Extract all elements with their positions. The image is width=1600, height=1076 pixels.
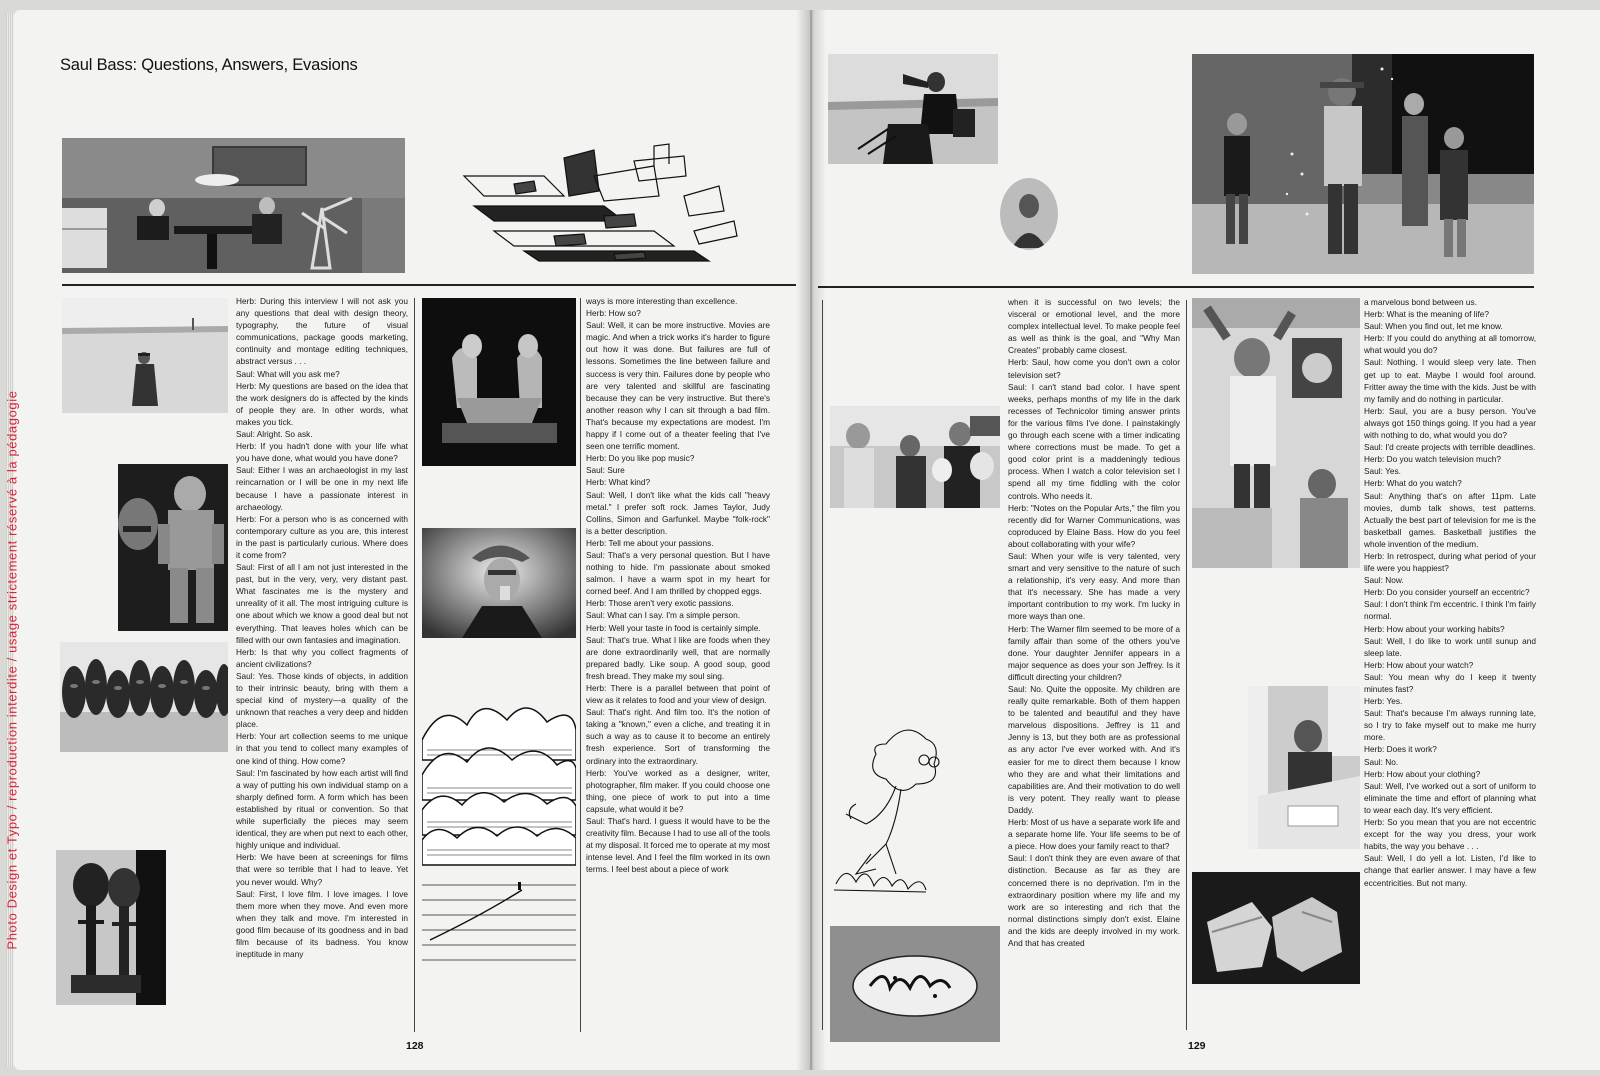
- paragraph: a marvelous bond between us.: [1364, 297, 1478, 307]
- paragraph: Herb: There is a parallel between that point of view as it relates to food and your view of design.: [586, 683, 770, 706]
- boy-portrait-oval: [1000, 178, 1058, 250]
- watermark-text: Photo Design et Typo / reproduction interdite / usage strictement réservé à la pédagogie: [4, 390, 20, 950]
- paragraph: Saul: I don't think they are even aware of that distinction. Because as far as they are concerned there is no deprivation. I'm in the extraordinary position where my life and my work are so interesting and rich that the normal distinctions simply don't exist. Elaine and the kids are deeply involved in my work. And that has created: [1008, 853, 1180, 948]
- office-photo: [62, 138, 405, 273]
- crew-photo: [830, 406, 1000, 508]
- paragraph: Saul: What will you ask me?: [236, 368, 340, 379]
- paragraph: Saul: Either I was an archaeologist in my last reincarnation or I will be one in my next life because I have a passionate interest in archaeology.: [236, 465, 408, 512]
- man-at-desk-photo: [1248, 686, 1360, 849]
- paragraph: Herb: Saul, you are a busy person. You've always got 150 things going. If you had a year with nothing to do, what would you do?: [1364, 405, 1536, 441]
- left-page: [14, 10, 810, 1070]
- paragraph: Herb: The Warner film seemed to be more of a family affair than some of the others you've done. Your daughter Jennifer appears in a major sequence as does your son Jeffrey. Is it difficult directing your children?: [1008, 623, 1180, 682]
- paragraph: Herb: Your art collection seems to me unique in that you tend to collect many examples of one kind of thing. How come?: [236, 731, 408, 766]
- paragraph: Saul: I don't think I'm eccentric. I think I'm fairly normal.: [1364, 599, 1536, 622]
- paragraph: Herb: How about your clothing?: [1364, 768, 1481, 779]
- paragraph: Saul: Well, I've worked out a sort of uniform to eliminate the time and effort of planning what to wear each day. It's very efficient.: [1364, 780, 1536, 815]
- right-page: [812, 10, 1600, 1070]
- paragraph: Herb: We have been at screenings for films that were so terrible that I had to leave. Yet you never would. Why?: [236, 852, 408, 887]
- rule-right: [818, 286, 1534, 288]
- paragraph: Herb: For a person who is as concerned with contemporary culture as you are, this interest in the past is particularly curious. Where does it come from?: [236, 513, 408, 560]
- figure-sculpture-photo: [422, 298, 576, 466]
- city-sketch: [454, 136, 744, 276]
- paragraph: when it is successful on two levels; the visceral or emotional level, and the more complex intellectual level. To make people feel as well as think is the goal, and "Why Man Creates" probably came closest.: [1008, 297, 1180, 356]
- paragraph: Saul: That's a very personal question. But I have nothing to hide. I'm passionate about smoked salmon. I have a warm spot in my heart for corned beef. And I am thrilled by chopped eggs.: [586, 549, 770, 597]
- paragraph: Herb: Does it work?: [1364, 744, 1437, 755]
- paragraph: Saul: First, I love film. I love images. I love them more when they move. And even more when they talk and move. I'm interested in good film because of its goodness and in bad film because of its badness. You know ineptitude in many: [236, 888, 408, 960]
- paragraph: Saul: First of all I am not just interested in the past, but in the very, very, very distant past. What fascinates me is the mystery and unreality of it all. The most intriguing culture is one about which we know a good deal but not everything. That leaves holes which can be filled with our own fantasies and imagination.: [236, 562, 408, 645]
- arabic-name-plate-photo: [830, 926, 1000, 1042]
- paragraph: Herb: In retrospect, during what period of your life were you happiest?: [1364, 550, 1536, 574]
- rule-left: [62, 284, 796, 286]
- paragraph: Saul: That's right. And film too. It's the notion of taking a "known," even a cliche, and treating it in such a way as to cause it to become an entirely fresh experience. Sort of transforming the ordinary into the extraordinary.: [586, 707, 770, 766]
- paragraph: Saul: Sure: [586, 465, 625, 476]
- cowboy-photo: [422, 528, 576, 638]
- paragraph: Saul: That's true. What I like are foods when they are done extraordinarily well, that are normally prepared badly. Like soup. A good soup, good fresh bread. They make my soul sing.: [586, 634, 770, 681]
- paragraph: Herb: During this interview I will not ask you any questions that deal with design theory, typography, the future of visual communications, package goods marketing, continuity and montage editing techniques, abstract versus . . .: [236, 296, 408, 367]
- paragraph: Saul: That's hard. I guess it would have to be the creativity film. Because I had to use all of the tools at my disposal. It forced me to operate at my most intense level. And I feel the film worked in its own terms. I feel best about a piece of work: [586, 816, 770, 875]
- paragraph: Herb: How about your working habits?: [1364, 623, 1505, 634]
- paragraph: Saul: Well, I do like to work until sunup and sleep late.: [1364, 635, 1536, 658]
- paragraph: Saul: No. Quite the opposite. My children are really quite remarkable. Both of them happen to be talented and beautiful and they have marvelous dispositions. Jeffrey is 11 and Jenny is 13, but they both are as professional as any actor I've ever worked with. And it's easier for me to direct them because I know who they are and what their limitations and capabilities are. And their motivation to do well is very potent. They really want to please Daddy.: [1008, 684, 1180, 815]
- paragraph: Herb: Most of us have a separate work life and a separate home life. Your life seems to be of a piece. How does your family react to that?: [1008, 817, 1180, 852]
- paragraph: Herb: What is the meaning of life?: [1364, 309, 1489, 320]
- ceramic-feet-photo: [1192, 872, 1360, 984]
- page-number-right: 129: [1188, 1040, 1206, 1052]
- page-number-left: 128: [406, 1040, 424, 1052]
- paragraph: Herb: Well your taste in food is certainly simple.: [586, 622, 761, 633]
- paragraph: Herb: Tell me about your passions.: [586, 537, 714, 548]
- paragraph: Herb: What kind?: [586, 477, 651, 488]
- clouds-illustration: [422, 700, 576, 972]
- paragraph: Herb: Yes.: [1364, 696, 1403, 707]
- paragraph: Herb: How about your watch?: [1364, 659, 1474, 670]
- paragraph: Saul: Yes.: [1364, 466, 1401, 477]
- paragraph: Herb: Is that why you collect fragments of ancient civilizations?: [236, 646, 408, 669]
- paragraph: Saul: When your wife is very talented, very smart and very sensitive to the nature of such a relationship, it's very easy. And more than that it's necessary. She has made a very important contribution to my work. I'm lucky in more ways than one.: [1008, 550, 1180, 622]
- left-text-column-2: [586, 295, 770, 1032]
- right-text-column-1: [1008, 296, 1180, 1032]
- paragraph: Saul: You mean why do I keep it twenty minutes fast?: [1364, 671, 1536, 694]
- paragraph: Saul: I'm fascinated by how each artist will find a way of putting his own individual stamp on a sharply defined form. A form which has been established by ritual or convention. So that while superficially the pieces may seem identical, they are when put next to each other, highly unique and individual.: [236, 767, 408, 851]
- man-with-statue-photo: [118, 464, 228, 631]
- paragraph: Herb: How so?: [586, 308, 641, 319]
- paragraph: Saul: Well, I do yell a lot. Listen, I'd like to change that earlier answer. I may have a few eccentricities. But not many.: [1364, 853, 1536, 888]
- paragraph: Saul: What can I say. I'm a simple person.: [586, 610, 741, 621]
- paragraph: Herb: Those aren't very exotic passions.: [586, 598, 734, 609]
- paragraph: Saul: Alright. So ask.: [236, 429, 313, 440]
- paragraph: Herb: Saul, how come you don't own a color television set?: [1008, 357, 1180, 380]
- paragraph: Saul: No.: [1364, 756, 1399, 767]
- dolls-photo: [56, 850, 166, 1005]
- paragraph: Saul: Well, I don't like what the kids call "heavy metal." I prefer soft rock. James Taylor, Judy Collins, Simon and Garfunkel. Maybe "folk-rock" is a better description.: [586, 489, 770, 536]
- paragraph: Saul: I'd create projects with terrible deadlines.: [1364, 442, 1536, 453]
- family-photo: [1192, 54, 1534, 274]
- paragraph: Herb: So you mean that you are not eccentric except for the way you dress, your work habits, the way you behave . . .: [1364, 817, 1536, 852]
- mask-row-photo: [60, 642, 228, 752]
- paragraph: Herb: Do you consider yourself an eccentric?: [1364, 587, 1530, 598]
- watermark-vertical: [2, 320, 22, 1020]
- paragraph: Saul: Anything that's on after 11pm. Late movies, dumb talk shows, test patterns. Actually the best part of television for me is the basketball games. Basketball justifies the whole invention of the medium.: [1364, 490, 1536, 549]
- man-in-desert-photo: [62, 298, 228, 413]
- col-rule-left-2: [580, 298, 581, 1032]
- paragraph: Herb: Do you watch television much?: [1364, 454, 1501, 465]
- director-chair-photo: [828, 54, 998, 164]
- paragraph: Herb: If you hadn't done with your life what you have done, what would you have done?: [236, 441, 408, 464]
- paragraph: Saul: That's because I'm always running late, so I try to fake myself out to make me hurry more.: [1364, 708, 1536, 743]
- paragraph: Saul: Nothing. I would sleep very late. Then get up to eat. Maybe I would fool around. Fritter away the time with the kids. Just be with my family and do nothing in particular.: [1364, 357, 1536, 404]
- left-text-column-1: [236, 295, 408, 1032]
- paragraph: Saul: Yes. Those kinds of objects, in addition to their intrinsic beauty, bring with them a special kind of mystery—a quality of the unknown that reaches a very deep and hidden place.: [236, 670, 408, 730]
- paragraph: Herb: What do you watch?: [1364, 478, 1462, 489]
- paragraph: ways is more interesting than excellence.: [586, 296, 738, 306]
- article-title: Saul Bass: Questions, Answers, Evasions: [60, 56, 358, 74]
- paragraph: Saul: Now.: [1364, 575, 1404, 586]
- paragraph: Saul: I can't stand bad color. I have spent weeks, perhaps months of my life in the dark recesses of Technicolor timing answer prints for the various films I've done. I painstakingly go through each scene with a timer indicating where corrections must be made. To get a good color print is a maddeningly tedious process. When I watch a color television set I spend all my time fiddling with the color controls. Who needs it.: [1008, 381, 1180, 501]
- paragraph: Saul: Well, it can be more instructive. Movies are magic. And when a trick works it's harder to figure out how it was done. But failures are full of lessons. Sometimes the line between failure and success is very thin. Failures done by people who are very talented and skillful are fascinating because they can be very instructive. But there's another reason why I can sit through a bad film. That's because my expectations are modest. I'm happy if I come out of a theater feeling that I've seen one terrific moment.: [586, 320, 770, 452]
- gutter-shadow: [796, 10, 826, 1070]
- paragraph: Herb: If you could do anything at all tomorrow, what would you do?: [1364, 333, 1536, 356]
- paragraph: Herb: My questions are based on the idea that the work designers do is affected by the kinds of people they are. In other words, what makes you tick.: [236, 380, 408, 427]
- col-rule-right-1: [1186, 300, 1187, 1030]
- paragraph: Herb: Do you like pop music?: [586, 453, 695, 464]
- col-rule-left-1: [414, 298, 415, 1032]
- paragraph: Saul: When you find out, let me know.: [1364, 321, 1503, 332]
- saul-bass-caricature: [826, 714, 956, 904]
- paragraph: Herb: You've worked as a designer, writer, photographer, film maker. If you could choose one thing, one piece of work to put into a time capsule, what would it be?: [586, 767, 770, 814]
- right-text-column-2: [1364, 296, 1536, 1032]
- paragraph: Herb: "Notes on the Popular Arts," the film you recently did for Warner Communications, was coproduced by Elaine Bass. How do you feel about collaborating with your wife?: [1008, 502, 1180, 549]
- man-gesturing-photo: [1192, 298, 1360, 568]
